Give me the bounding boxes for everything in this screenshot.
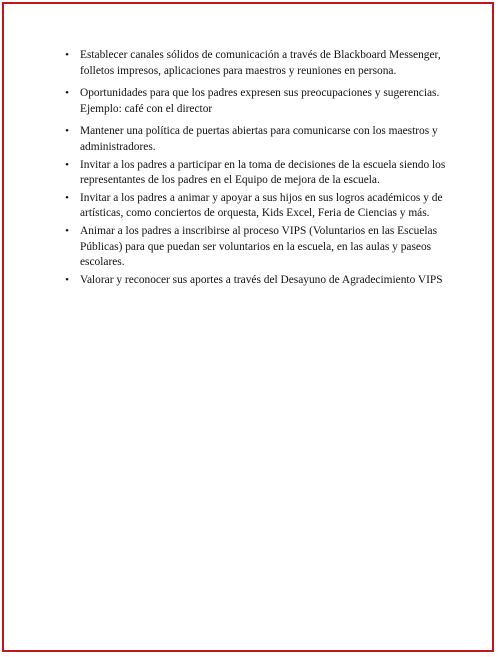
bullet-icon: •: [65, 125, 69, 138]
bullet-icon: •: [65, 49, 69, 61]
bullet-icon: •: [65, 191, 69, 204]
list-item-text: Oportunidades para que los padres expresen sus preocupaciones y sugerencias. Ejemplo: café con el director: [80, 87, 440, 115]
list-item: [62, 273, 458, 289]
list-item-text: Establecer canales sólidos de comunicación a través de Blackboard Messenger, folletos impresos, aplicaciones para maestros y reuniones en persona.: [80, 49, 441, 77]
bullet-icon: •: [65, 87, 69, 100]
document-page: [2, 2, 494, 652]
list-item: [62, 224, 458, 271]
list-item: [62, 86, 458, 117]
bullet-icon: •: [65, 224, 69, 237]
list-item-text: Invitar a los padres a participar en la toma de decisiones de la escuela siendo los representantes de los padres en el Equipo de mejora de la escuela.: [80, 158, 446, 187]
list-item-text: Animar a los padres a inscribirse al proceso VIPS (Voluntarios en las Escuelas Públicas) para que puedan ser voluntarios en la escuela, en las aulas y paseos escolares.: [80, 224, 438, 269]
list-item: [62, 158, 458, 189]
bullet-icon: •: [65, 273, 69, 286]
list-item-text: Valorar y reconocer sus aportes a través del Desayuno de Agradecimiento VIPS: [80, 273, 443, 286]
bullet-icon: •: [65, 158, 69, 171]
list-item-text: Invitar a los padres a animar y apoyar a sus hijos en sus logros académicos y de artísticas, como conciertos de orquesta, Kids Excel, Feria de Ciencias y más.: [80, 191, 443, 220]
list-item: [62, 124, 458, 155]
list-item: [62, 48, 458, 79]
list-item: [62, 191, 458, 222]
bullet-list: [62, 48, 458, 290]
list-item-text: Mantener una política de puertas abiertas para comunicarse con los maestros y administradores.: [80, 125, 438, 153]
